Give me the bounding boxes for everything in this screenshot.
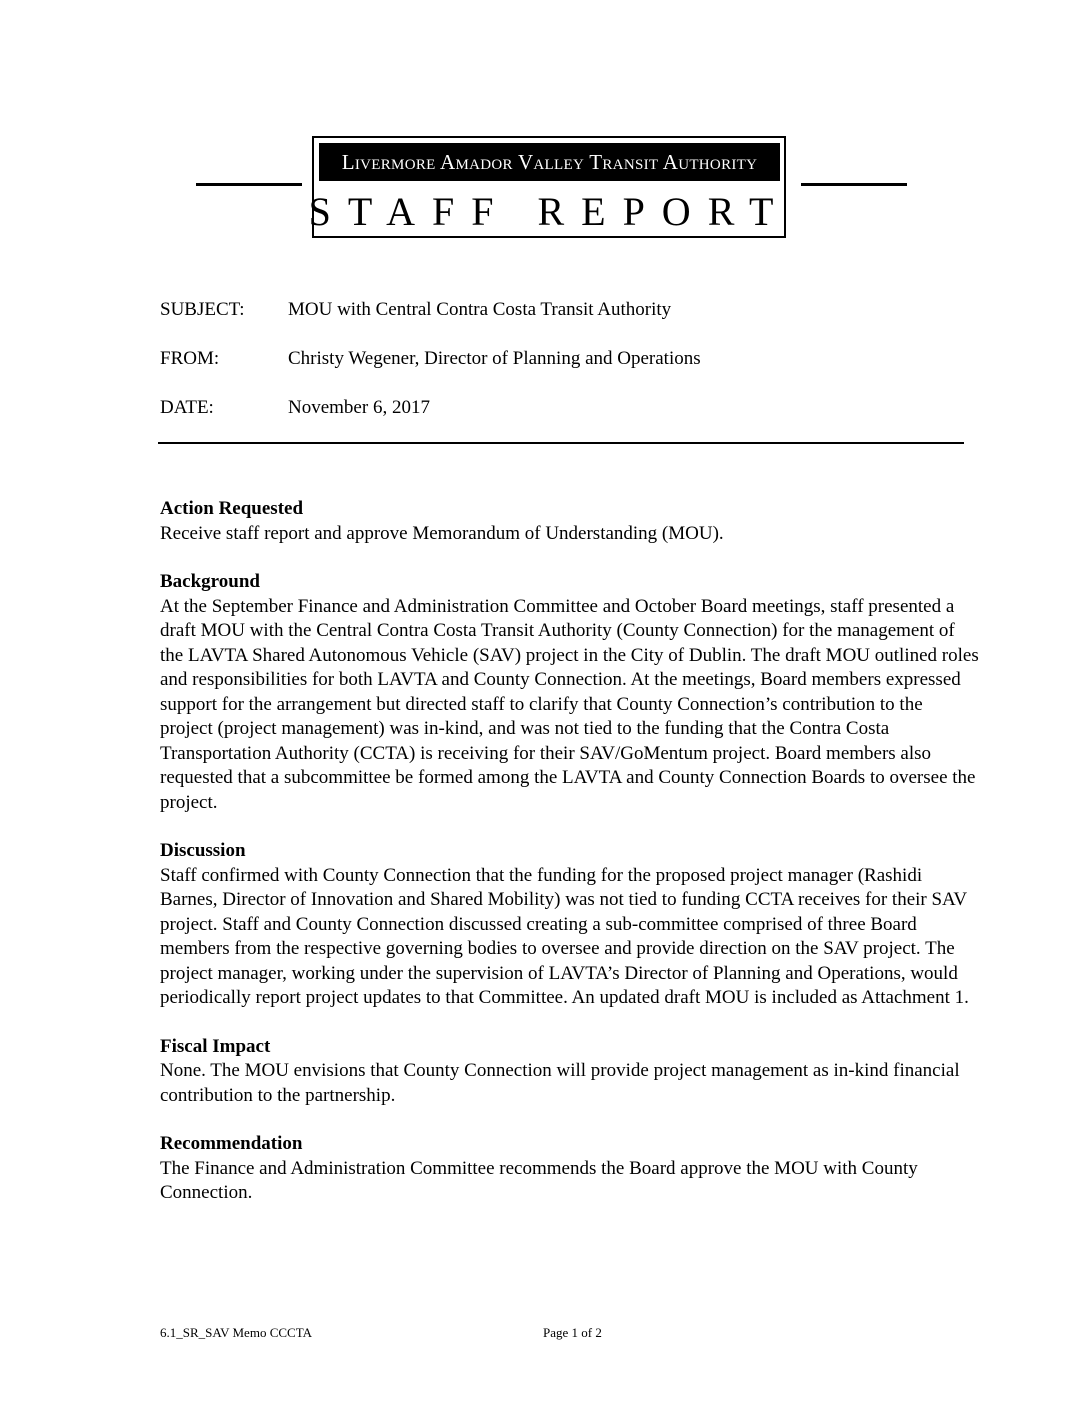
section-text: Staff confirmed with County Connection that the funding for the proposed project manager (Rashidi Barnes, Director of Innovation and Shared Mobility) was not tied to funding CCTA receives for their SAV project. Staff and County Connection discussed creating a sub-committee comprised of three Board members from the respective governing bodies to oversee and provide direction on the SAV project. The project manager, working under the supervision of LAVTA’s Director of Planning and Operations, would periodically report project updates to that Committee. An updated draft MOU is included as Attachment 1. — [160, 864, 969, 1008]
date-label: DATE: — [160, 397, 214, 418]
footer-file-name: 6.1_SR_SAV Memo CCCTA — [160, 1325, 312, 1340]
section-text: Receive staff report and approve Memorandum of Understanding (MOU). — [160, 522, 724, 544]
organization-name: Livermore Amador Valley Transit Authority — [319, 143, 780, 181]
date-value: November 6, 2017 — [288, 397, 430, 418]
letterhead-rule-right — [801, 183, 907, 186]
report-body — [160, 497, 980, 1230]
section-heading: Discussion — [160, 840, 246, 861]
footer-page-number: Page 1 of 2 — [543, 1325, 602, 1340]
report-title: STAFF REPORT — [308, 188, 791, 234]
subject-value: MOU with Central Contra Costa Transit Authority — [288, 299, 672, 320]
section-action-requested — [160, 497, 980, 546]
section-heading: Fiscal Impact — [160, 1035, 271, 1057]
section-text: At the September Finance and Administration Committee and October Board meetings, staff presented a draft MOU with the Central Contra Costa Transit Authority (County Connection) for the management of the LAVTA Shared Autonomous Vehicle (SAV) project in the City of Dublin. The draft MOU outlined roles and responsibilities for both LAVTA and County Connection. At the meetings, Board members expressed support for the arrangement but directed staff to clarify that County Connection’s contribution to the project (project management) was in-kind, and was not tied to the funding that the Contra Costa Transportation Authority (CCTA) is receiving for their SAV/GoMentum project. Board members also requested that a subcommittee be formed among the LAVTA and County Connection Boards to oversee the project. — [160, 595, 979, 813]
section-text: None. The MOU envisions that County Connection will provide project management as in-kind financial contribution to the partnership. — [160, 1060, 960, 1106]
from-label: FROM: — [160, 348, 220, 369]
section-background — [160, 570, 980, 815]
subject-label: SUBJECT: — [160, 299, 245, 320]
letterhead-rule-left — [196, 183, 302, 186]
section-heading: Recommendation — [160, 1133, 303, 1154]
header-divider — [158, 442, 964, 444]
section-recommendation — [160, 1132, 980, 1206]
section-heading: Background — [160, 571, 260, 592]
section-discussion — [160, 839, 980, 1011]
from-value: Christy Wegener, Director of Planning and Operations — [288, 348, 701, 369]
section-text: The Finance and Administration Committee recommends the Board approve the MOU with County Connection. — [160, 1157, 918, 1203]
section-heading: Action Requested — [160, 498, 304, 519]
section-fiscal-impact — [160, 1035, 980, 1109]
